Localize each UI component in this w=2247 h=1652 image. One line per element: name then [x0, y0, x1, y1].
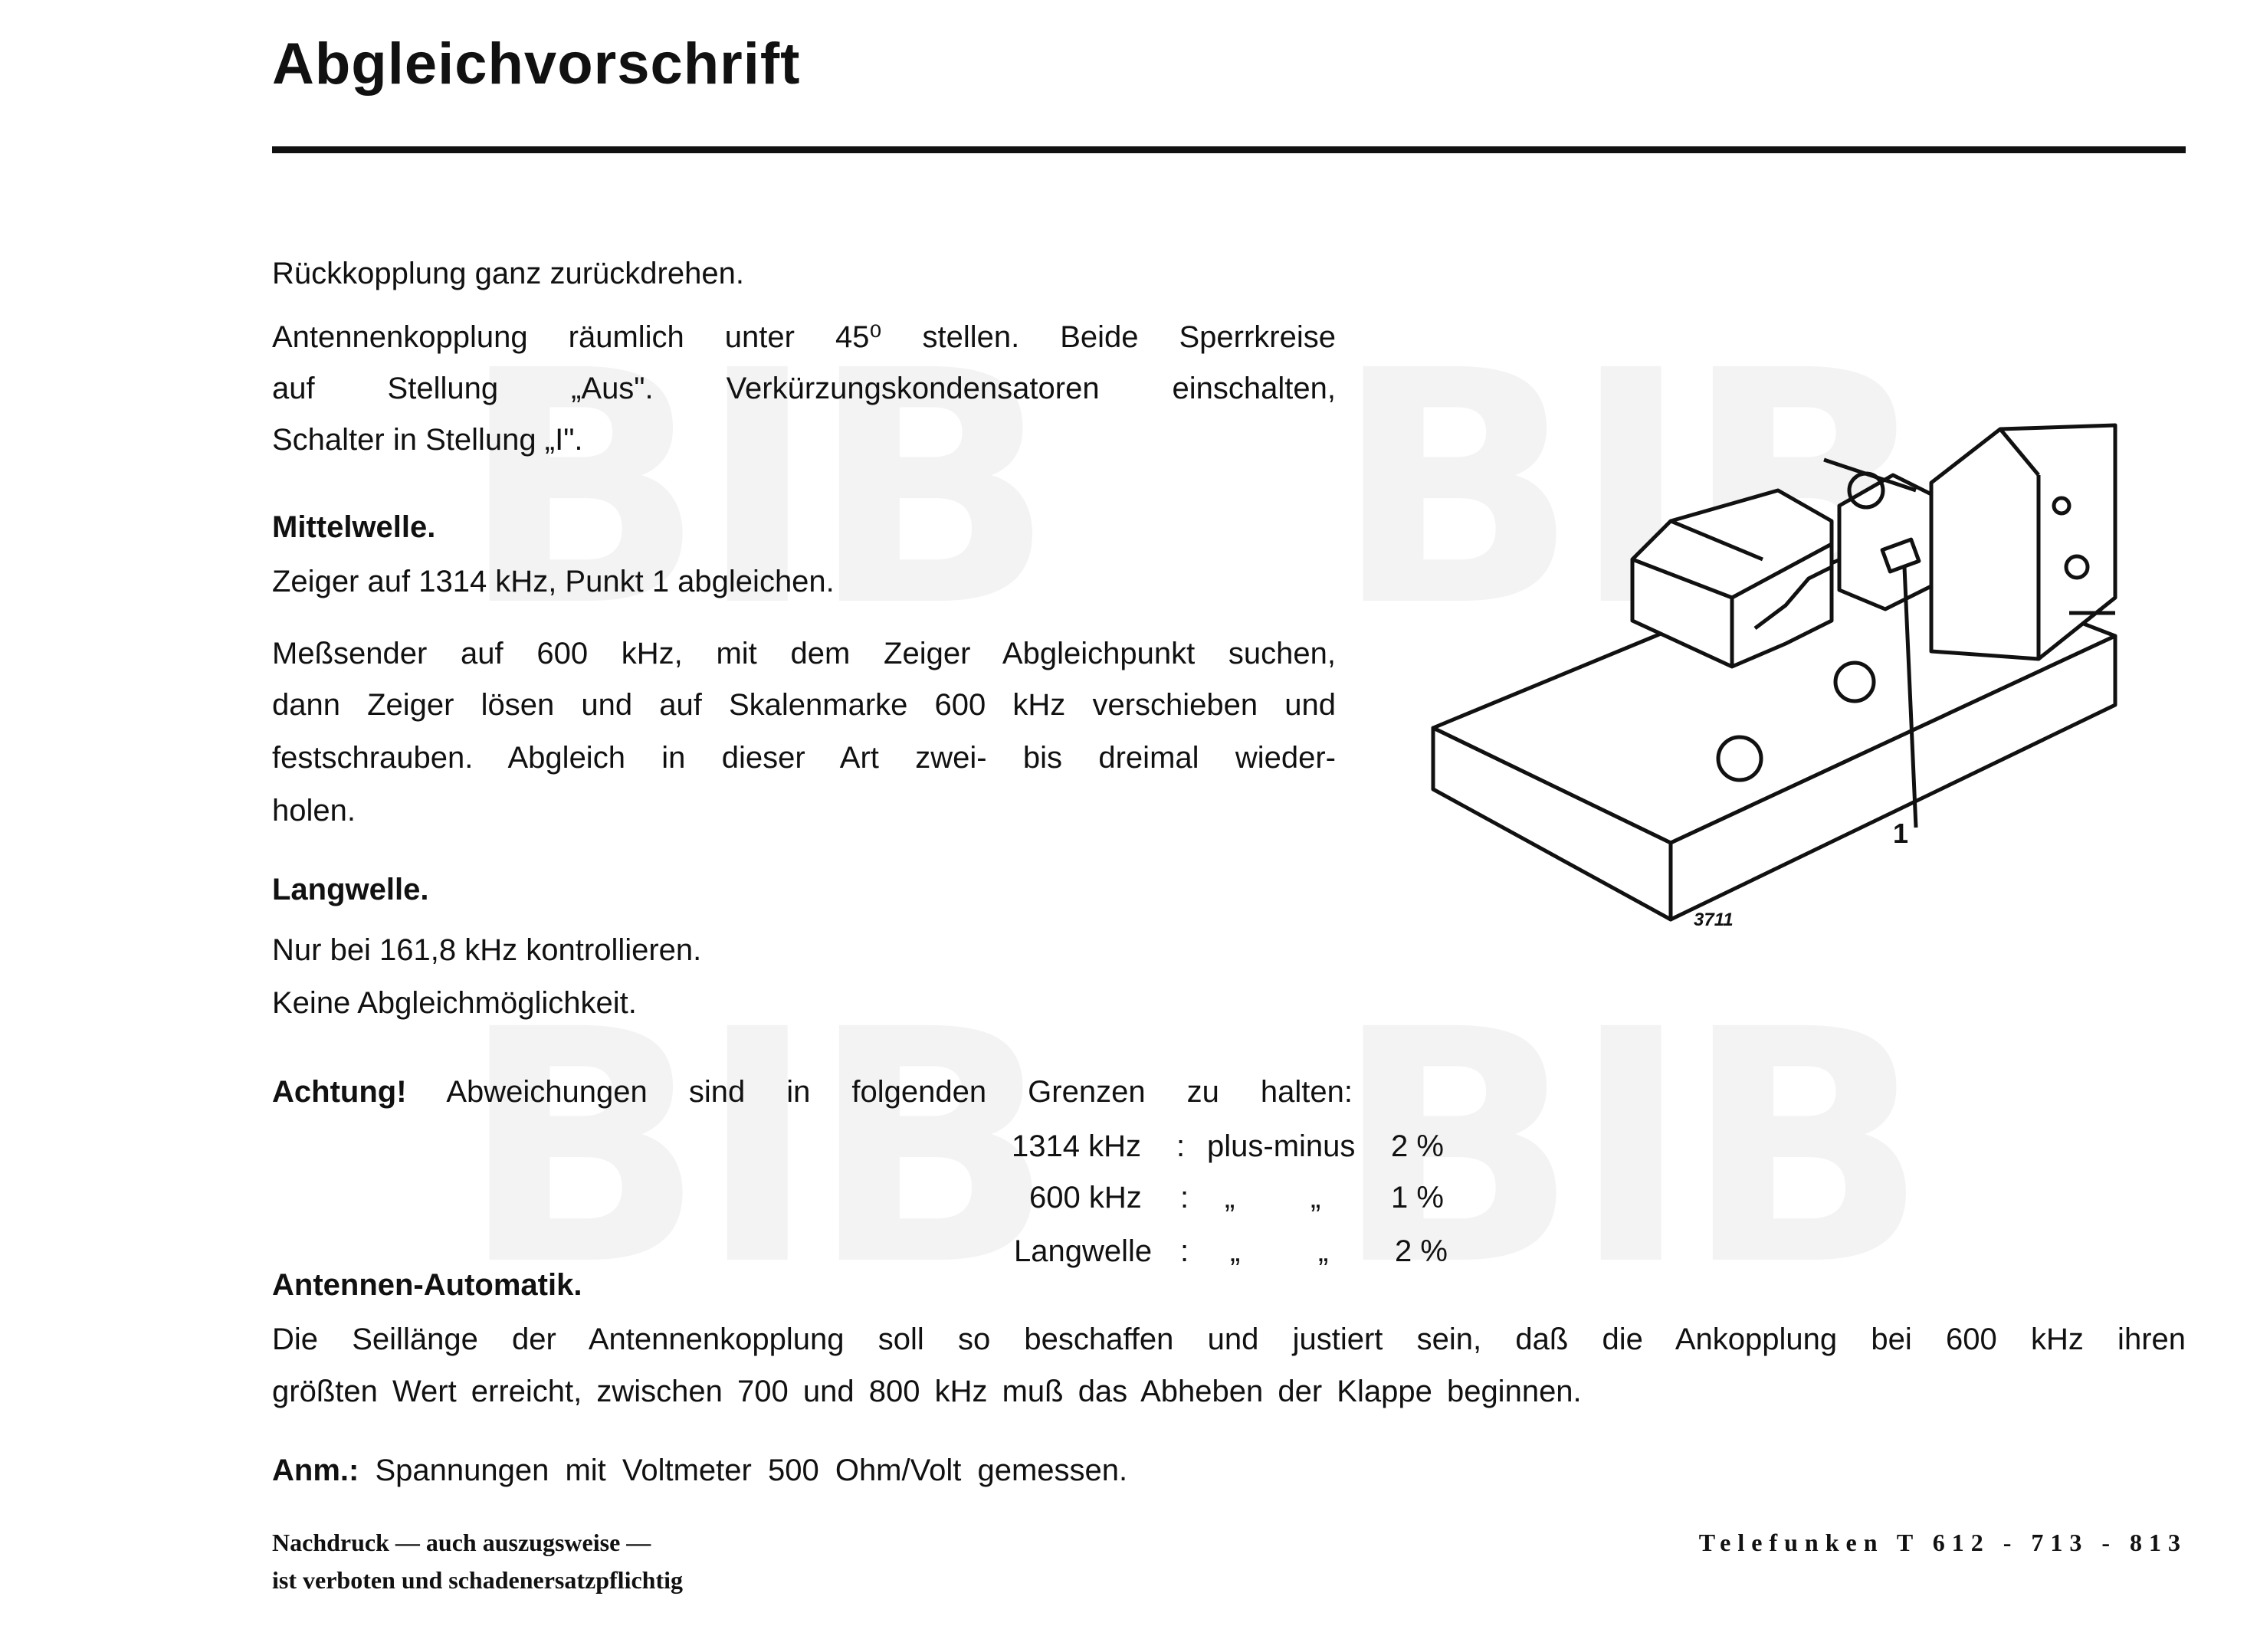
section-heading-mittelwelle: Mittelwelle.: [272, 510, 436, 544]
langwelle-line: Keine Abgleichmöglichkeit.: [272, 986, 637, 1020]
mittelwelle-line: festschrauben. Abgleich in dieser Art zwei- bis dreimal wieder-: [272, 741, 1336, 775]
tolerance-freq: 1314 kHz: [1012, 1129, 1141, 1163]
coil-unit: [1824, 460, 1939, 609]
intro-line: Antennenkopplung räumlich unter 45⁰ stellen. Beide Sperrkreise: [272, 320, 1336, 354]
tolerance-value: 2 %: [1391, 1129, 1444, 1163]
intro-line: Rückkopplung ganz zurückdrehen.: [272, 257, 744, 290]
mittelwelle-line: Meßsender auf 600 kHz, mit dem Zeiger Abgleichpunkt suchen,: [272, 637, 1336, 670]
ditto-mark: „: [1225, 1181, 1235, 1214]
tolerance-sep: :: [1176, 1129, 1186, 1163]
achtung-label: Achtung!: [272, 1075, 407, 1109]
chassis-diagram: [1425, 414, 2131, 942]
tolerance-text: plus-minus: [1207, 1129, 1356, 1163]
figure-number: 3711: [1694, 910, 1734, 930]
page-title: Abgleichvorschrift: [272, 31, 801, 97]
achtung-line: [272, 1073, 1353, 1110]
intro-line: auf Stellung „Aus". Verkürzungskondensatoren einschalten,: [272, 372, 1336, 405]
tolerance-sep: :: [1180, 1181, 1189, 1214]
intro-line: Schalter in Stellung „I".: [272, 423, 583, 457]
mittelwelle-line: holen.: [272, 794, 356, 828]
tolerance-sep: :: [1180, 1234, 1189, 1268]
ditto-mark: „: [1310, 1181, 1321, 1214]
automatik-line: Die Seillänge der Antennenkopplung soll so beschaffen und justiert sein, daß die Ankopplung bei 600 kHz ihren: [272, 1323, 2186, 1356]
mittelwelle-line: dann Zeiger lösen und auf Skalenmarke 600 kHz verschieben und: [272, 688, 1336, 722]
tolerance-freq: 600 kHz: [1029, 1181, 1142, 1214]
tolerance-value: 1 %: [1391, 1181, 1444, 1214]
mittelwelle-line: Zeiger auf 1314 kHz, Punkt 1 abgleichen.: [272, 565, 835, 598]
title-rule: [272, 146, 2186, 153]
tolerance-value: 2 %: [1395, 1234, 1448, 1268]
footer-copyright: Nachdruck — auch auszugsweise —: [272, 1529, 651, 1556]
ditto-mark: „: [1230, 1234, 1241, 1268]
footer-model: Telefunken T 612 - 713 - 813: [1698, 1529, 2187, 1556]
ditto-mark: „: [1318, 1234, 1329, 1268]
automatik-line: größten Wert erreicht, zwischen 700 und 800 kHz muß das Abheben der Klappe beginnen.: [272, 1375, 1582, 1408]
anm-line: [272, 1452, 1127, 1489]
achtung-text: Abweichungen sind in folgenden Grenzen zu halten:: [446, 1075, 1353, 1109]
footer-copyright: ist verboten und schadenersatzpflichtig: [272, 1566, 683, 1594]
langwelle-line: Nur bei 161,8 kHz kontrollieren.: [272, 933, 702, 967]
section-heading-langwelle: Langwelle.: [272, 873, 429, 906]
watermark: [460, 988, 1048, 1310]
tolerance-freq: Langwelle: [1014, 1234, 1153, 1268]
anm-label: Anm.:: [272, 1454, 359, 1487]
section-heading-automatik: Antennen-Automatik.: [272, 1268, 582, 1302]
anm-text: Spannungen mit Voltmeter 500 Ohm/Volt gemessen.: [375, 1454, 1128, 1487]
adjust-point-label: 1: [1893, 818, 1909, 849]
